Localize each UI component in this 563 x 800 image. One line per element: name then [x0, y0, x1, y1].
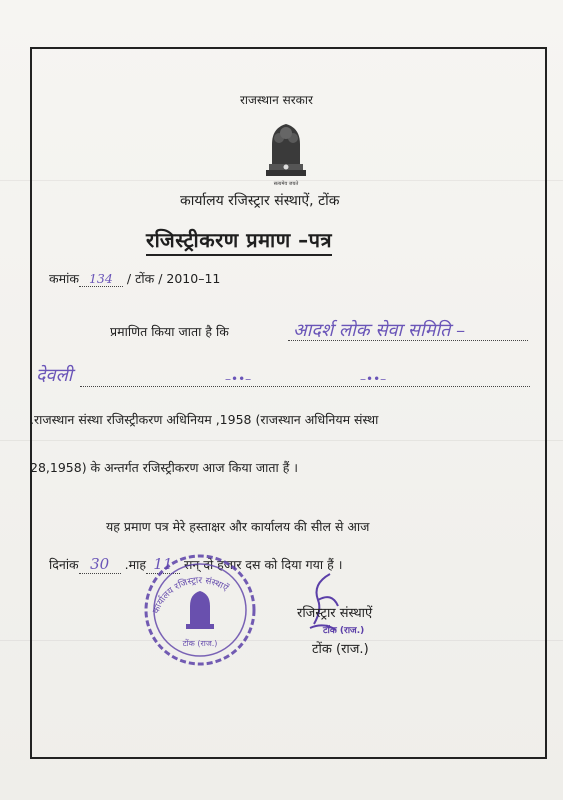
- date-day-handwritten: 30: [79, 555, 121, 574]
- seal-bottom-text: टोंक (राज.): [182, 639, 218, 648]
- month-label: .माह: [124, 557, 146, 572]
- date-label: दिनांक: [49, 557, 79, 572]
- national-emblem-icon: [262, 118, 310, 188]
- seal-emblem-icon: [186, 591, 214, 629]
- pen-mark: –••–: [225, 372, 252, 386]
- given-line-1: यह प्रमाण पत्र मेरे हस्ताक्षर और कार्यालय की सील से आज: [106, 519, 370, 534]
- emblem-motto: सत्यमेव जयते: [273, 181, 299, 187]
- registration-suffix: / टोंक / 2010–11: [126, 271, 221, 286]
- signature-stamp: टोंक (राज.): [323, 626, 365, 636]
- month-handwritten: 11: [146, 555, 180, 574]
- seal-ring-text: कार्यालय रजिस्ट्रार संस्थाऐं: [151, 576, 230, 616]
- government-heading: राजस्थान सरकार: [240, 93, 313, 107]
- society-place-handwritten: देवली: [36, 365, 73, 386]
- registration-number-value: 134: [79, 271, 123, 287]
- office-seal-stamp: [140, 550, 260, 670]
- act-line-2: 28,1958) के अन्तर्गत रजिस्ट्रीकरण आज किया जाता हैं ।: [30, 460, 299, 475]
- act-line-1: .राजस्थान संस्था रजिस्ट्रीकरण अधिनियम ,1958 (राजस्थान अधिनियम संस्था: [30, 412, 379, 427]
- registration-number-label: कमांक: [49, 271, 79, 286]
- certify-label: प्रमाणित किया जाता है कि: [110, 324, 229, 339]
- society-name-handwritten: आदर्श लोक सेवा समिति –: [293, 320, 466, 341]
- signature-place: टोंक (राज.): [312, 642, 369, 657]
- pen-mark: –••–: [360, 372, 387, 386]
- registration-number-line: [49, 270, 220, 287]
- office-name: कार्यालय रजिस्ट्रार संस्थाऐं, टोंक: [180, 193, 340, 209]
- given-line-2-tail: सन् दो हजार दस को दिया गया हैं ।: [183, 557, 343, 572]
- signature-designation: रजिस्ट्रार संस्थाऐं: [297, 606, 373, 621]
- certificate-title: रजिस्ट्रीकरण प्रमाण –पत्र: [146, 226, 332, 256]
- society-place-dotline: [80, 386, 530, 387]
